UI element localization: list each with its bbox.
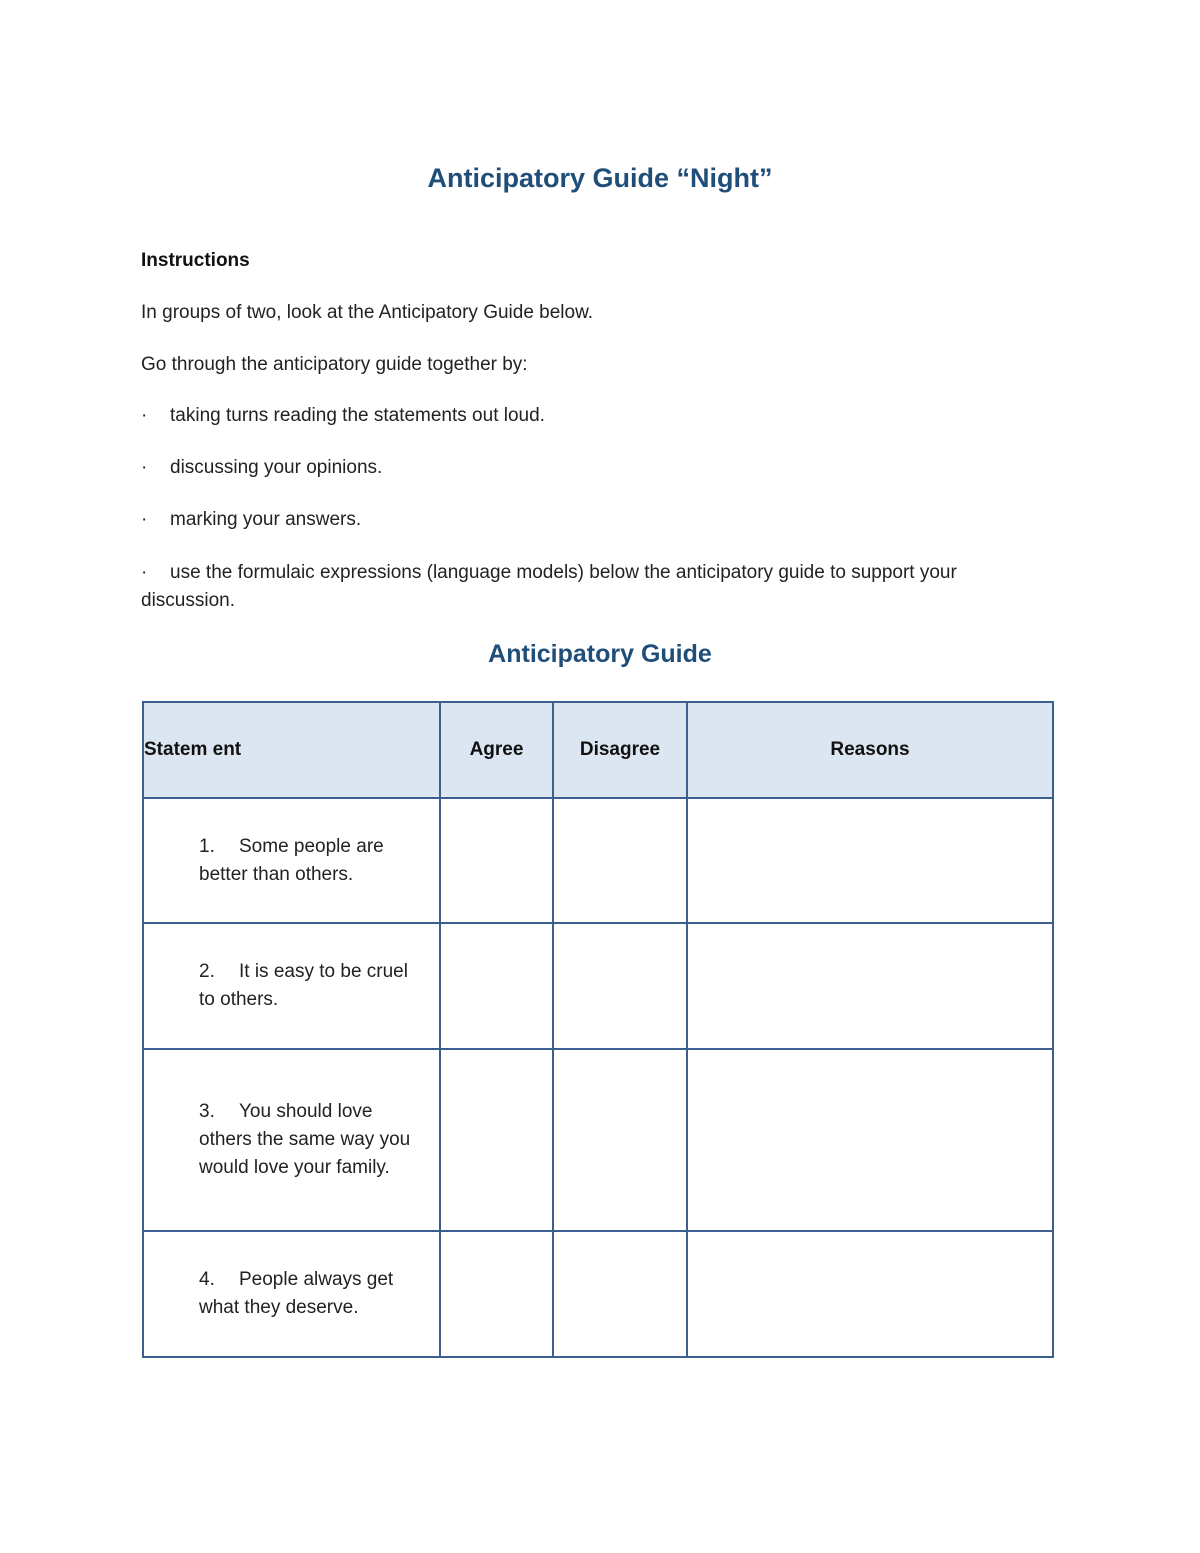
statement-cell bbox=[143, 1049, 440, 1231]
header-reasons: Reasons bbox=[687, 702, 1053, 798]
table-row bbox=[143, 1049, 1053, 1231]
section-title: Anticipatory Guide bbox=[488, 640, 712, 668]
bullet-dot: · bbox=[141, 405, 148, 426]
table-row bbox=[143, 798, 1053, 923]
statement-number: 3. bbox=[199, 1101, 215, 1122]
reasons-cell[interactable] bbox=[687, 1049, 1053, 1231]
instruction-bullet bbox=[141, 454, 1041, 482]
bullet-text: use the formulaic expressions (language models) below the anticipatory guide to support your discussion. bbox=[141, 562, 957, 611]
document-title: Anticipatory Guide “Night” bbox=[427, 163, 773, 193]
statement-text: People always get what they deserve. bbox=[199, 1269, 394, 1318]
statement-cell bbox=[143, 923, 440, 1049]
statement-cell bbox=[143, 798, 440, 923]
reasons-cell[interactable] bbox=[687, 798, 1053, 923]
table-header-row bbox=[143, 702, 1053, 798]
bullet-text: discussing your opinions. bbox=[170, 457, 383, 478]
agree-cell[interactable] bbox=[440, 923, 553, 1049]
bullet-dot: · bbox=[141, 562, 148, 583]
statement-text: You should love others the same way you would love your family. bbox=[199, 1101, 411, 1178]
bullet-text: taking turns reading the statements out loud. bbox=[170, 405, 545, 426]
bullet-dot: · bbox=[141, 457, 148, 478]
bullet-dot: · bbox=[141, 509, 148, 530]
instruction-bullet bbox=[141, 559, 1031, 615]
header-statement: Statem ent bbox=[143, 702, 440, 798]
disagree-cell[interactable] bbox=[553, 1231, 687, 1357]
agree-cell[interactable] bbox=[440, 1231, 553, 1357]
disagree-cell[interactable] bbox=[553, 798, 687, 923]
instruction-bullet bbox=[141, 506, 1041, 534]
statement-cell bbox=[143, 1231, 440, 1357]
table-row bbox=[143, 923, 1053, 1049]
agree-cell[interactable] bbox=[440, 798, 553, 923]
instruction-paragraph-2: Go through the anticipatory guide together by: bbox=[141, 354, 528, 375]
statement-text: Some people are better than others. bbox=[199, 835, 384, 885]
statement-number: 1. bbox=[199, 835, 215, 857]
header-agree: Agree bbox=[440, 702, 553, 798]
statement-number: 2. bbox=[199, 961, 215, 982]
disagree-cell[interactable] bbox=[553, 1049, 687, 1231]
instructions-heading: Instructions bbox=[141, 250, 250, 271]
bullet-text: marking your answers. bbox=[170, 509, 362, 530]
anticipatory-guide-table bbox=[142, 701, 1054, 1358]
instruction-bullet bbox=[141, 402, 1041, 430]
agree-cell[interactable] bbox=[440, 1049, 553, 1231]
header-disagree: Disagree bbox=[553, 702, 687, 798]
table-row bbox=[143, 1231, 1053, 1357]
reasons-cell[interactable] bbox=[687, 923, 1053, 1049]
disagree-cell[interactable] bbox=[553, 923, 687, 1049]
statement-text: It is easy to be cruel to others. bbox=[199, 961, 408, 1010]
statement-number: 4. bbox=[199, 1269, 215, 1290]
instruction-paragraph-1: In groups of two, look at the Anticipatory Guide below. bbox=[141, 302, 594, 323]
reasons-cell[interactable] bbox=[687, 1231, 1053, 1357]
